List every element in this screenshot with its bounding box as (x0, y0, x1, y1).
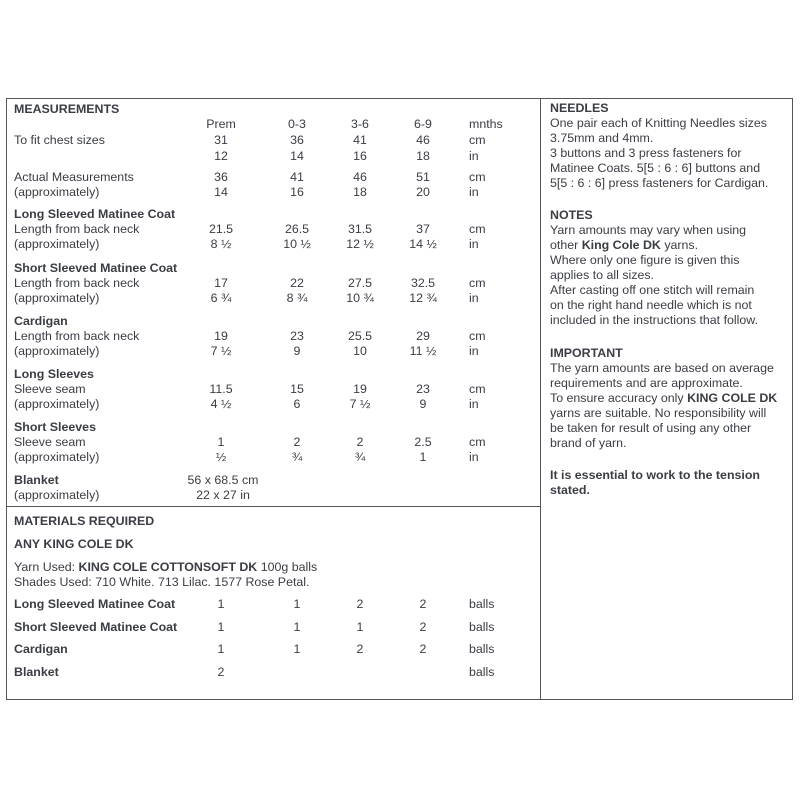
measurement-value: 18 (353, 185, 367, 199)
measurement-value: 46 (353, 170, 367, 184)
notes-line: other King Cole DK yarns. (550, 238, 699, 252)
measurement-value: 37 (416, 222, 430, 236)
ball-count: 1 (217, 642, 225, 656)
needles-line: One pair each of Knitting Needles sizes (550, 116, 767, 130)
yarn-brand: KING COLE COTTONSOFT DK (78, 560, 258, 574)
shades-line: Shades Used: 710 White. 713 Lilac. 1577 Rose Petal. (14, 575, 310, 589)
measurement-value: cm (469, 435, 486, 449)
important-title: IMPORTANT (550, 346, 623, 360)
measurement-value: 17 (214, 276, 228, 290)
needles-line: 5[5 : 6 : 6] press fasteners for Cardigan. (550, 176, 769, 190)
needles-title: NEEDLES (550, 101, 609, 115)
notes-section (550, 208, 790, 328)
notes-line: applies to all sizes. (550, 268, 654, 282)
size-column-header: 3-6 (351, 117, 369, 131)
materials-title: MATERIALS REQUIRED (14, 514, 155, 528)
notes-line: Yarn amounts may vary when using (550, 223, 747, 237)
measurement-value: in (469, 397, 479, 411)
ball-count: 2 (356, 597, 364, 611)
needles-line: Matinee Coats. 5[5 : 6 : 6] buttons and (550, 161, 761, 175)
row-label: (approximately) (14, 397, 100, 411)
measurement-value: ¾ (354, 450, 366, 464)
row-label: (approximately) (14, 450, 100, 464)
measurement-value: cm (469, 276, 486, 290)
row-label: (approximately) (14, 237, 100, 251)
ball-count: 1 (217, 620, 225, 634)
measurement-value: 56 x 68.5 cm (187, 473, 259, 487)
measurement-value: cm (469, 329, 486, 343)
measurement-value: 14 ½ (409, 237, 437, 251)
unit-label: balls (469, 597, 495, 611)
brand-name: KING COLE DK (687, 391, 778, 405)
important-line: requirements and are approximate. (550, 376, 743, 390)
measurement-value: 12 (214, 149, 228, 163)
row-label: Actual Measurements (14, 170, 134, 184)
measurement-value: 22 x 27 in (196, 488, 250, 502)
row-label: (approximately) (14, 488, 100, 502)
measurement-value: 51 (416, 170, 430, 184)
notes-line: After casting off one stitch will remain (550, 283, 755, 297)
measurement-value: cm (469, 170, 486, 184)
measurement-value: 10 (353, 344, 367, 358)
ball-count: 1 (293, 642, 301, 656)
tension-note: It is essential to work to the tension stated. (550, 468, 760, 497)
measurement-value: 29 (416, 329, 430, 343)
row-label: Sleeve seam (14, 382, 86, 396)
notes-line: on the right hand needle which is not (550, 298, 752, 312)
measurement-value: ¾ (291, 450, 303, 464)
measurement-value: 1 (419, 450, 427, 464)
notes-line: included in the instructions that follow. (550, 313, 759, 327)
ball-count: 2 (217, 665, 225, 679)
section-divider (6, 506, 541, 507)
measurement-value: 32.5 (410, 276, 436, 290)
ball-count: 1 (356, 620, 364, 634)
ball-count: 1 (293, 597, 301, 611)
row-label: (approximately) (14, 291, 100, 305)
measurement-value: 23 (290, 329, 304, 343)
measurement-value: 41 (290, 170, 304, 184)
yarn-used-line: Yarn Used: KING COLE COTTONSOFT DK 100g balls (14, 560, 318, 574)
measurement-value: 20 (416, 185, 430, 199)
ball-count: 2 (419, 620, 427, 634)
ball-count: 2 (356, 642, 364, 656)
unit-label: balls (469, 665, 495, 679)
garment-title: Short Sleeves (14, 420, 96, 434)
measurement-value: cm (469, 222, 486, 236)
materials-subtitle: ANY KING COLE DK (14, 537, 134, 551)
ball-count: 1 (217, 597, 225, 611)
measurements-title: MEASUREMENTS (14, 102, 120, 116)
brand-name: King Cole DK (581, 238, 661, 252)
needles-line: 3.75mm and 4mm. (550, 131, 654, 145)
measurement-value: 9 (293, 344, 301, 358)
measurement-value: 22 (290, 276, 304, 290)
measurement-value: 36 (214, 170, 228, 184)
unit-label: balls (469, 620, 495, 634)
measurement-value: 21.5 (208, 222, 234, 236)
measurement-value: 27.5 (347, 276, 373, 290)
ball-count: 1 (293, 620, 301, 634)
ball-count: 2 (419, 597, 427, 611)
important-line: be taken for result of using any other (550, 421, 752, 435)
row-label: (approximately) (14, 185, 100, 199)
measurement-value: 12 ½ (346, 237, 374, 251)
row-label: To fit chest sizes (14, 133, 105, 147)
size-column-header: 6-9 (414, 117, 432, 131)
measurement-value: 1 (217, 435, 225, 449)
measurement-value: 9 (419, 397, 427, 411)
important-line: The yarn amounts are based on average (550, 361, 774, 375)
measurement-value: 10 ½ (283, 237, 311, 251)
materials-row-label: Cardigan (14, 642, 68, 656)
measurement-value: 41 (353, 133, 367, 147)
measurement-value: 26.5 (284, 222, 310, 236)
size-column-header: Prem (206, 117, 236, 131)
materials-row-label: Long Sleeved Matinee Coat (14, 597, 176, 611)
measurement-value: 25.5 (347, 329, 373, 343)
measurement-value: 23 (416, 382, 430, 396)
measurement-value: 2 (293, 435, 301, 449)
measurement-value: in (469, 237, 479, 251)
measurement-value: 8 ½ (210, 237, 232, 251)
important-line: To ensure accuracy only KING COLE DK (550, 391, 778, 405)
measurement-value: in (469, 291, 479, 305)
measurement-value: 19 (214, 329, 228, 343)
measurement-value: 31 (214, 133, 228, 147)
needles-section (550, 101, 790, 191)
size-column-header: 0-3 (288, 117, 306, 131)
measurement-value: ½ (215, 450, 227, 464)
measurement-value: 7 ½ (349, 397, 371, 411)
row-label: (approximately) (14, 344, 100, 358)
measurement-value: 2.5 (414, 435, 432, 449)
unit-label: balls (469, 642, 495, 656)
garment-title: Long Sleeved Matinee Coat (14, 207, 176, 221)
garment-title: Short Sleeved Matinee Coat (14, 261, 178, 275)
measurement-value: 10 ¾ (346, 291, 374, 305)
measurement-value: in (469, 450, 479, 464)
measurement-value: 7 ½ (210, 344, 232, 358)
measurement-value: 19 (353, 382, 367, 396)
ball-count: 2 (419, 642, 427, 656)
notes-title: NOTES (550, 208, 593, 222)
garment-title: Long Sleeves (14, 367, 94, 381)
measurement-value: 15 (290, 382, 304, 396)
materials-row-label: Short Sleeved Matinee Coat (14, 620, 178, 634)
row-label: Sleeve seam (14, 435, 86, 449)
row-label: Length from back neck (14, 222, 140, 236)
measurement-value: 11.5 (209, 382, 233, 396)
measurement-value: 14 (214, 185, 228, 199)
measurement-value: 14 (290, 149, 304, 163)
measurement-value: 6 ¾ (210, 291, 232, 305)
measurement-value: 11 ½ (409, 344, 437, 358)
measurement-value: 12 ¾ (409, 291, 437, 305)
important-section (550, 346, 790, 451)
notes-line: Where only one figure is given this (550, 253, 740, 267)
measurement-value: in (469, 185, 479, 199)
measurement-value: cm (469, 133, 486, 147)
measurement-value: in (469, 149, 479, 163)
measurement-value: 18 (416, 149, 430, 163)
measurement-value: 4 ½ (210, 397, 232, 411)
measurement-value: 6 (293, 397, 301, 411)
measurement-value: 16 (290, 185, 304, 199)
needles-line: 3 buttons and 3 press fasteners for (550, 146, 742, 160)
measurement-value: 36 (290, 133, 304, 147)
garment-title: Cardigan (14, 314, 68, 328)
important-line: brand of yarn. (550, 436, 627, 450)
measurement-value: in (469, 344, 479, 358)
measurement-value: 46 (416, 133, 430, 147)
measurement-value: 8 ¾ (286, 291, 308, 305)
measurement-value: 2 (356, 435, 364, 449)
measurement-value: cm (469, 382, 486, 396)
row-label: Length from back neck (14, 329, 140, 343)
size-column-header: mnths (469, 117, 503, 131)
garment-title: Blanket (14, 473, 59, 487)
important-line: yarns are suitable. No responsibility will (550, 406, 767, 420)
measurement-value: 16 (353, 149, 367, 163)
column-divider (540, 98, 541, 700)
row-label: Length from back neck (14, 276, 140, 290)
materials-row-label: Blanket (14, 665, 59, 679)
measurement-value: 31.5 (347, 222, 373, 236)
